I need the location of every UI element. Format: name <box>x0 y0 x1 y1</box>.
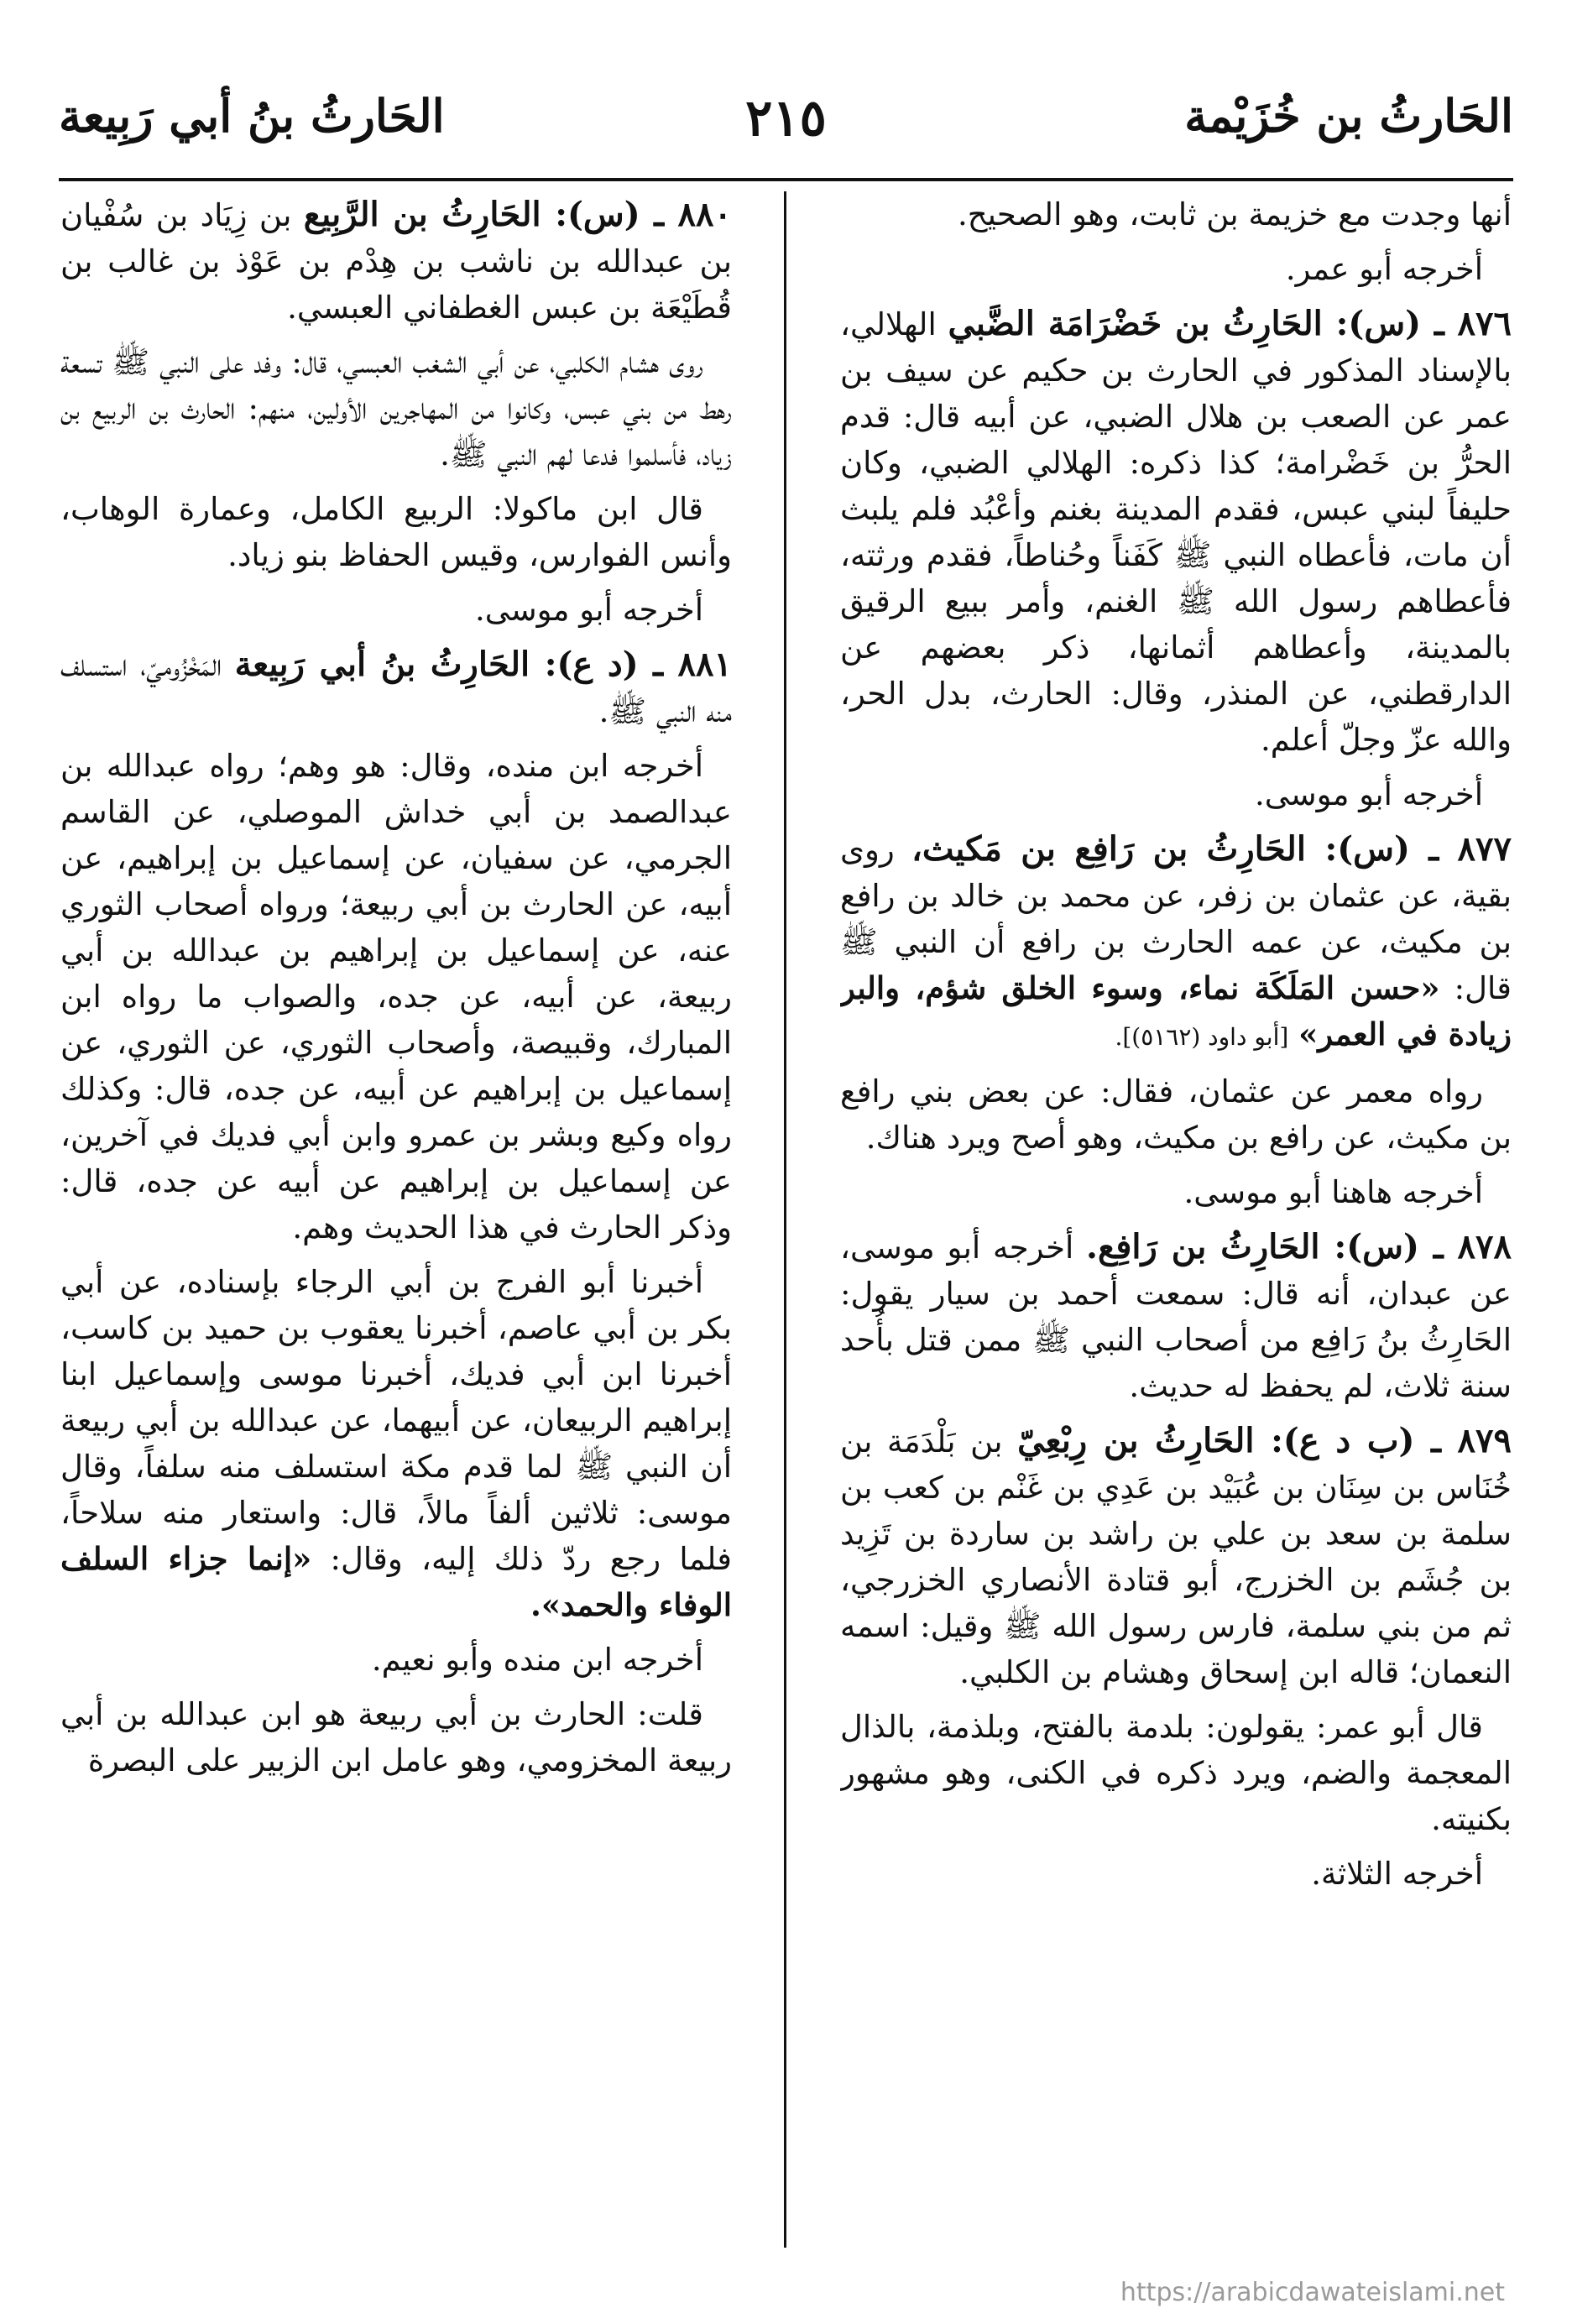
hadith-quote: «حسن المَلَكَة نماء، وسوء الخلق شؤم، والبر زيادة في العمر» <box>840 969 1512 1052</box>
page-number: ٢١٥ <box>745 89 827 148</box>
entry-heading: ٨٧٧ ـ (س): الحَارِثُ بن رَافِع بن مَكيث، <box>911 829 1512 869</box>
source-note: أخرجه ابن منده وأبو نعيم. <box>371 1642 703 1678</box>
paragraph: أخرجه ابن منده، وقال: هو وهم؛ رواه عبدالله بن عبدالصمد بن أبي خداش الموصلي، عن القاسم الجرمي، عن سفيان، عن إسماعيل بن إبراهيم، عن أبيه، عن الحارث بن أبي ربيعة؛ ورواه أصحاب الثوري عنه، عن إسماعيل بن إبراهيم بن عبدالله بن أبي ربيعة، عن أبيه، عن جده، والصواب ما رواه ابن المبارك، وقبيصة، وأصحاب الثوري، عن الثوري، عن إسماعيل بن إبراهيم عن أبيه، عن جده، قال: وكذلك رواه وكيع وبشر بن عمرو وابن أبي فديك في آخرين، عن إسماعيل بن إبراهيم عن أبيه عن جده، قال: وذكر الحارث في هذا الحديث وهم. <box>60 748 732 1246</box>
entry-879 <box>840 1418 1512 1695</box>
paragraph-text: أخبرنا أبو الفرج بن أبي الرجاء بإسناده، عن أبي بكر بن أبي عاصم، أخبرنا يعقوب بن حميد بن كاسب، أخبرنا ابن أبي فديك، أخبرنا موسى وإسماعيل ابنا إبراهيم الربيعان، عن أبيهما، عن عبدالله بن أبي ربيعة أن النبي ﷺ لما قدم مكة استسلف منه سلفاً، وقال موسى: ثلاثين ألفاً مالاً، قال: واستعار منه سلاحاً، فلما رجع ردّ ذلك إليه، وقال: <box>60 1264 732 1577</box>
entry-877 <box>840 826 1512 1060</box>
watermark-url: https://arabicdawateislami.net <box>1120 2278 1505 2307</box>
paragraph: قال أبو عمر: يقولون: بلدمة بالفتح، وبلذمة، بالذال المعجمة والضم، ويرد ذكره في الكنى، وهو مشهور بكنيته. <box>840 1709 1512 1837</box>
entry-876 <box>840 300 1512 763</box>
paragraph: رواه معمر عن عثمان، فقال: عن بعض بني رافع بن مكيث، عن رافع بن مكيث، وهو أصح ويرد هناك. <box>840 1073 1512 1156</box>
header-right-title: الحَارثُ بن خُزَيْمة <box>1184 89 1513 143</box>
entry-text: أخرجه أبو موسى، عن عبدان، أنه قال: سمعت أحمد بن سيار يقول: الحَارِثُ بنُ رَافِع من أصحاب النبي ﷺ ممن قتل بأُحد سنة ثلاث، لم يحفظ له حديث. <box>840 1230 1512 1404</box>
entry-text: روى بقية، عن عثمان بن زفر، عن محمد بن خالد بن رافع بن مكيث، عن عمه الحارث بن رافع أن النبي ﷺ قال: <box>840 832 1512 1006</box>
source-note: أخرجه أبو عمر. <box>1285 251 1483 287</box>
entry-880 <box>60 191 732 331</box>
paragraph: أنها وجدت مع خزيمة بن ثابت، وهو الصحيح. <box>958 196 1512 232</box>
paragraph: روى هشام الكلبي، عن أبي الشغب العبسي، قال: وفد على النبي ﷺ تسعة رهط من بني عبس، وكانوا من المهاجرين الأولين، منهم: الحارث بن الربيع بن زياد، فأسلموا فدعا لهم النبي ﷺ. <box>60 344 732 473</box>
entry-heading: ٨٨١ ـ (د ع): الحَارِثُ بنُ أبي رَبِيعة <box>234 645 732 684</box>
source-note: أخرجه هاهنا أبو موسى. <box>1183 1174 1483 1210</box>
entry-heading: ٨٧٨ ـ (س): الحَارِثُ بن رَافِع. <box>1086 1227 1512 1266</box>
header-left-title: الحَارثُ بنُ أبي رَبِيعة <box>59 89 445 143</box>
entry-text: بن زِيَاد بن سُفْيان بن عبدالله بن ناشب بن هِدْم بن عَوْذ بن غالب بن قُطَيْعَة بن عبس الغطفاني العبسي. <box>60 197 732 326</box>
paragraph <box>60 1259 732 1628</box>
entry-text: بن بَلْدَمَة بن خُنَاس بن سِنَان بن عُبَيْد بن عَدِي بن غَنْم بن كعب بن سلمة بن سعد بن علي بن راشد بن ساردة بن تَزِيد بن جُشَم بن الخزرج، أبو قتادة الأنصاري الخزرجي، ثم من بني سلمة، فارس رسول الله ﷺ وقيل: اسمه النعمان؛ قاله ابن إسحاق وهشام بن الكلبي. <box>840 1423 1512 1690</box>
right-column <box>840 191 1512 2274</box>
paragraph: قلت: الحارث بن أبي ربيعة هو ابن عبدالله بن أبي ربيعة المخزومي، وهو عامل ابن الزبير على البصرة <box>60 1696 732 1778</box>
entry-text: المَخْزُوميّ، استسلف منه النبي ﷺ. <box>60 647 732 729</box>
source-note: أخرجه أبو موسى. <box>474 592 703 628</box>
running-header <box>59 81 1513 173</box>
paragraph: قال ابن ماكولا: الربيع الكامل، وعمارة الوهاب، وأنس الفوارس، وقيس الحفاظ بنو زياد. <box>60 491 732 573</box>
reference: [أبو داود (٥١٦٢)]. <box>1115 1023 1289 1051</box>
entry-878 <box>840 1224 1512 1409</box>
hadith-quote: «إنما جزاء السلف الوفاء والحمد». <box>60 1540 732 1623</box>
entry-text: الهلالي، بالإسناد المذكور في الحارث بن حكيم عن سيف بن عمر عن الصعب بن هلال الضبي، عن أبيه قال: قدم الحرُّ بن خَضْرامة؛ كذا ذكره: الهلالي الضبي، وكان حليفاً لبني عبس، فقدم المدينة بغنم وأعْبُد فلم يلبث أن مات، فأعطاه النبي ﷺ كَفَناً وحُناطاً، فقدم ورثته، فأعطاهم رسول الله ﷺ الغنم، وأمر ببيع الرقيق بالمدينة، وأعطاهم أثمانها، ذكر بعضهم عن الدارقطني، عن المنذر، وقال: الحارث، بدل الحر، والله عزّ وجلّ أعلم. <box>840 306 1512 758</box>
left-column <box>60 191 732 2274</box>
entry-heading: ٨٧٦ ـ (س): الحَارِثُ بن خَضْرَامَة الضَّبي <box>948 304 1512 343</box>
column-divider <box>784 191 786 2248</box>
entry-heading: ٨٧٩ ـ (ب د ع): الحَارِثُ بن رِبْعِيّ <box>1017 1421 1512 1460</box>
entry-heading: ٨٨٠ ـ (س): الحَارِثُ بن الرَّبِيع <box>303 195 732 234</box>
header-rule <box>59 178 1513 181</box>
source-note: أخرجه أبو موسى. <box>1254 776 1483 812</box>
entry-881 <box>60 641 732 734</box>
source-note: أخرجه الثلاثة. <box>1311 1856 1483 1892</box>
